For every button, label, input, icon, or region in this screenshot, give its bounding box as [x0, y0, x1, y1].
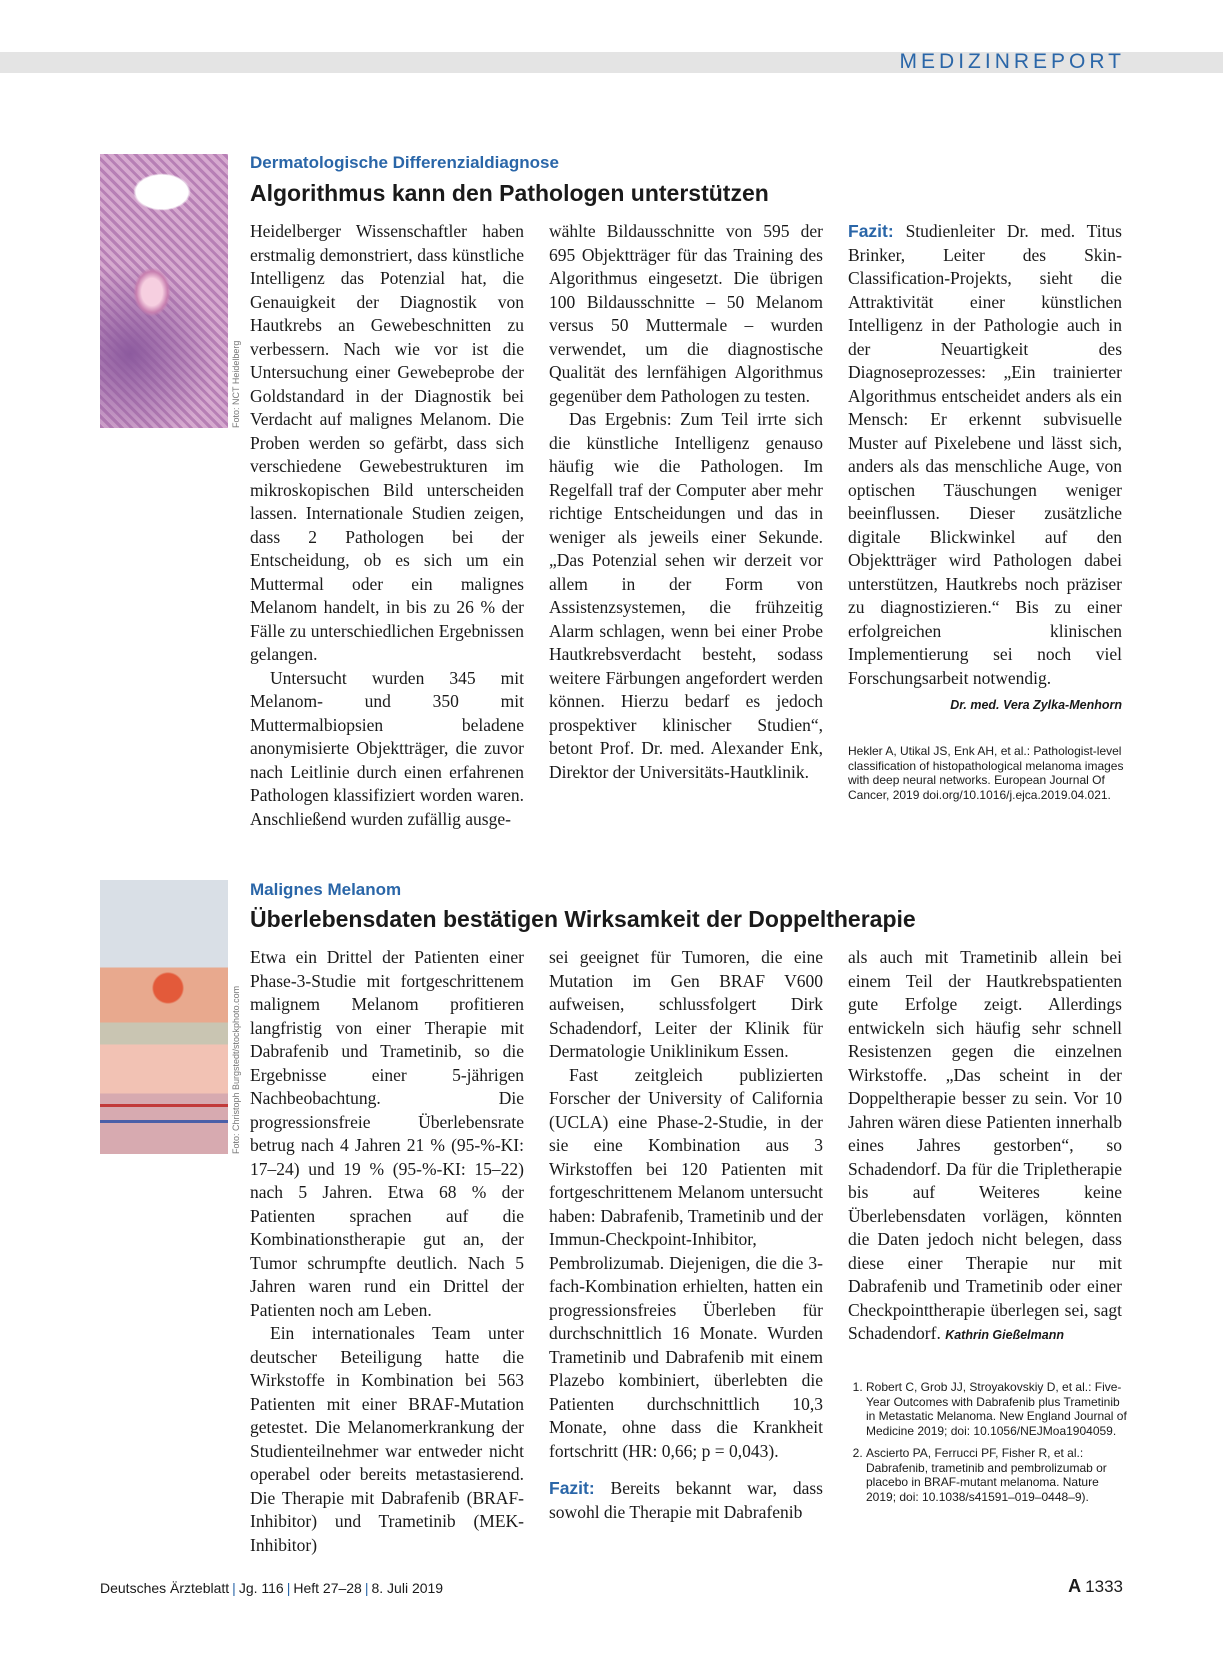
article1-reference [848, 744, 1128, 802]
paragraph [848, 220, 1122, 690]
paragraph: Etwa ein Drittel der Patienten einer Phase-3-Studie mit fortgeschrittenem malignem Melanom profitieren langfristig von einer Therapie mit Dabrafenib und Trametinib, so die Ergebnisse einer 5-jährigen Nachbeobachtung. Die progressionsfreie Überlebensrate betrug nach 4 Jahren 21 % (95-%-KI: 17–24) und 19 % (95-%-KI: 15–22) nach 5 Jahren. Etwa 68 % der Patienten sprachen auf die Kombinationstherapie gut an, der Tumor schrumpfte deutlich. Nach 5 Jahren waren rund ein Drittel der Patienten noch am Leben. [250, 947, 524, 1320]
fazit-label: Fazit: [848, 221, 894, 241]
paragraph: Ein internationales Team unter deutscher Beteiligung hatte die Wirkstoffe in Kombination bei 563 Patienten mit einer BRAF-Mutation getestet. Die Melanomerkrankung der Studienteilnehmer war entweder nicht operabel oder bereits metastasierend. Die Therapie mit Dabrafenib (BRAF-Inhibitor) und Trametinib (MEK-Inhibitor) [250, 1323, 524, 1555]
footer: Deutsches Ärzteblatt | Jg. 116 | Heft 27–28 | 8. Juli 2019 [100, 1580, 444, 1596]
article2-kicker: Malignes Melanom [250, 880, 402, 899]
volume: Jg. 116 [238, 1580, 284, 1596]
reference-text: Hekler A, Utikal JS, Enk AH, et al.: Pathologist-level classification of histopathological melanoma images with deep neural networks. European Journal Of Cancer, 2019 doi.org/10.1016/j.ejca.2019.04.021. [848, 744, 1124, 802]
fazit-text: Bereits bekannt war, dass sowohl die Therapie mit Dabrafenib [549, 1478, 823, 1522]
photo-credit: Foto: NCT Heidelberg [231, 340, 241, 428]
article1-kicker: Dermatologische Differenzialdiagnose [250, 153, 559, 172]
paragraph: Fast zeitgleich publizierten Forscher der University of California (UCLA) eine Phase-2-Studie, in der sie eine Kombination aus 3 Wirkstoffen bei 120 Patienten mit fortgeschrittenem Melanom untersucht haben: Dabrafenib, Trametinib und der Immun-Checkpoint-Inhibitor, Pembrolizumab. Diejenigen, die die 3-fach-Kombination erhielten, hatten ein progressionsfreies Überleben für durchschnittlich 16 Monate. Wurden Trametinib und Dabrafenib mit einem Plazebo kombiniert, überlebten die Patienten durchschnittlich 10,3 Monate, ohne dass die Krankheit fortschritt (HR: 0,66; p = 0,043). [549, 1064, 823, 1461]
date: 8. Juli 2019 [371, 1580, 444, 1596]
fazit-label: Fazit: [549, 1478, 595, 1498]
paragraph-text: als auch mit Trametinib allein bei einem Teil der Hautkrebspatienten gute Erfolge zeigt. Allerdings entwickeln sich häufig sehr schnell Resistenzen gegen die einzelnen Wirkstoffe. „Das scheint in der Doppeltherapie besser zu sein. Vor 10 Jahren wären diese Patienten innerhalb eines Jahres gestorben“, so Schadendorf. Da für die Tripletherapie bis auf Weiteres keine Überlebensdaten vorlägen, könnten die Daten jedoch nicht belegen, dass diese einer Therapie nur mit Dabrafenib und Trametinib oder einer Checkpointtherapie überlegen sei, sagt Schadendorf. [848, 947, 1122, 1343]
histology-image [100, 154, 228, 428]
paragraph: sei geeignet für Tumoren, die eine Mutation im Gen BRAF V600 aufweisen, schlussfolgert Dirk Schadendorf, Leiter der Klinik für Dermatologie Uniklinikum Essen. [549, 947, 823, 1061]
article1-column-2 [549, 220, 823, 784]
journal-name: Deutsches Ärzteblatt [100, 1580, 230, 1596]
page-prefix: A [1068, 1576, 1082, 1596]
paragraph [848, 946, 1122, 1348]
section-label: MEDIZINREPORT [899, 50, 1125, 73]
page-number-value: 1333 [1085, 1577, 1123, 1596]
article2-column-3 [848, 946, 1122, 1348]
fazit-text: Studienleiter Dr. med. Titus Brinker, Leiter des Skin-Classification-Projekts, sieht die Attraktivität einer künstlichen Intelligenz in der Pathologie auch in der Neuartigkeit des Diagnoseprozesses: „Ein trainierter Algorithmus entscheidet anders als ein Mensch: Er erkennt subvisuelle Muster auf Pixelebene und lässt sich, anders als das menschliche Auge, von optischen Täuschungen weniger beeinflussen. Dieser zusätzliche digitale Blickwinkel auf den Objektträger wird Pathologen dabei unterstützen, Hautkrebs noch präziser zu diagnostizieren.“ Bis zu einer erfolgreichen klinischen Implementierung sei noch viel Forschungsarbeit notwendig. [848, 221, 1122, 688]
paragraph: Das Ergebnis: Zum Teil irrte sich die künstliche Intelligenz genauso häufig wie die Pathologen. Im Regelfall traf der Computer aber mehr richtige Entscheidungen und das in weniger als jeweils einer Sekunde. „Das Potenzial sehen wir derzeit vor allem in der Form von Assistenzsystemen, die frühzeitig Alarm schlagen, wenn bei einer Probe Hautkrebsverdacht besteht, sodass weitere Färbungen angefordert werden können. Hierzu bedarf es jedoch prospektiver klinischer Studien“, betont Prof. Dr. med. Alexander Enk, Direktor der Universitäts-Hautklinik. [549, 409, 823, 782]
blood-vessel [100, 1104, 228, 1107]
article2-references [848, 1380, 1128, 1512]
melanoma-illustration [100, 880, 228, 1154]
issue: Heft 27–28 [293, 1580, 362, 1596]
photo-credit: Foto: Christoph Burgstedt/stockphoto.com [231, 985, 241, 1154]
author: Dr. med. Vera Zylka-Menhorn [950, 698, 1122, 712]
reference-item: 1. Robert C, Grob JJ, Stroyakovskiy D, et al.: Five-Year Outcomes with Dabrafenib plus Trametinib in Metastatic Melanoma. New England Journal of Medicine 2019; doi: 10.1056/NEJMoa1904059. [866, 1380, 1128, 1438]
article1-title: Algorithmus kann den Pathologen unterstützen [250, 180, 769, 206]
reference-item: 2. Ascierto PA, Ferrucci PF, Fisher R, et al.: Dabrafenib, trametinib and pembrolizumab or placebo in BRAF-mutant melanoma. Nature 2019; doi: 10.1038/s41591–019–0448–9). [866, 1446, 1128, 1504]
author: Kathrin Gießelmann [945, 1328, 1064, 1342]
page-number [1068, 1576, 1123, 1597]
paragraph: Untersucht wurden 345 mit Melanom- und 350 mit Muttermalbiopsien beladene anonymisierte Objektträger, die zuvor nach Leitlinie durch einen erfahrenen Pathologen klassifiziert worden waren. Anschließend wurden zufällig ausge- [250, 667, 524, 829]
paragraph [549, 1477, 823, 1524]
article2-title: Überlebensdaten bestätigen Wirksamkeit der Doppeltherapie [250, 906, 916, 932]
article1-column-3 [848, 220, 1122, 718]
article2-column-2 [549, 946, 823, 1524]
article2-column-1 [250, 946, 524, 1557]
paragraph: wählte Bildausschnitte von 595 der 695 Objektträger für das Training des Algorithmus eingesetzt. Die übrigen 100 Bildausschnitte – 50 Melanom versus 50 Muttermale – wurden verwendet, um die diagnostische Qualität des lernfähigen Algorithmus gegenüber dem Pathologen zu testen. [549, 221, 823, 406]
blood-vessel [100, 1120, 228, 1123]
paragraph: Heidelberger Wissenschaftler haben erstmalig demonstriert, dass künstliche Intelligenz das Potenzial hat, die Genauigkeit der Diagnostik von Hautkrebs an Gewebeschnitten zu verbessern. Nach wie vor ist die Untersuchung einer Gewebeprobe der Goldstandard in der Diagnostik bei Verdacht auf malignes Melanom. Die Proben werden so gefärbt, dass sich verschiedene Gewebestrukturen im mikroskopischen Bild unterscheiden lassen. Internationale Studien zeigen, dass 2 Pathologen bei der Entscheidung, ob es sich um ein Muttermal oder ein malignes Melanom handelt, in bis zu 26 % der Fälle zu unterschiedlichen Ergebnissen gelangen. [250, 221, 524, 664]
article1-column-1 [250, 220, 524, 831]
